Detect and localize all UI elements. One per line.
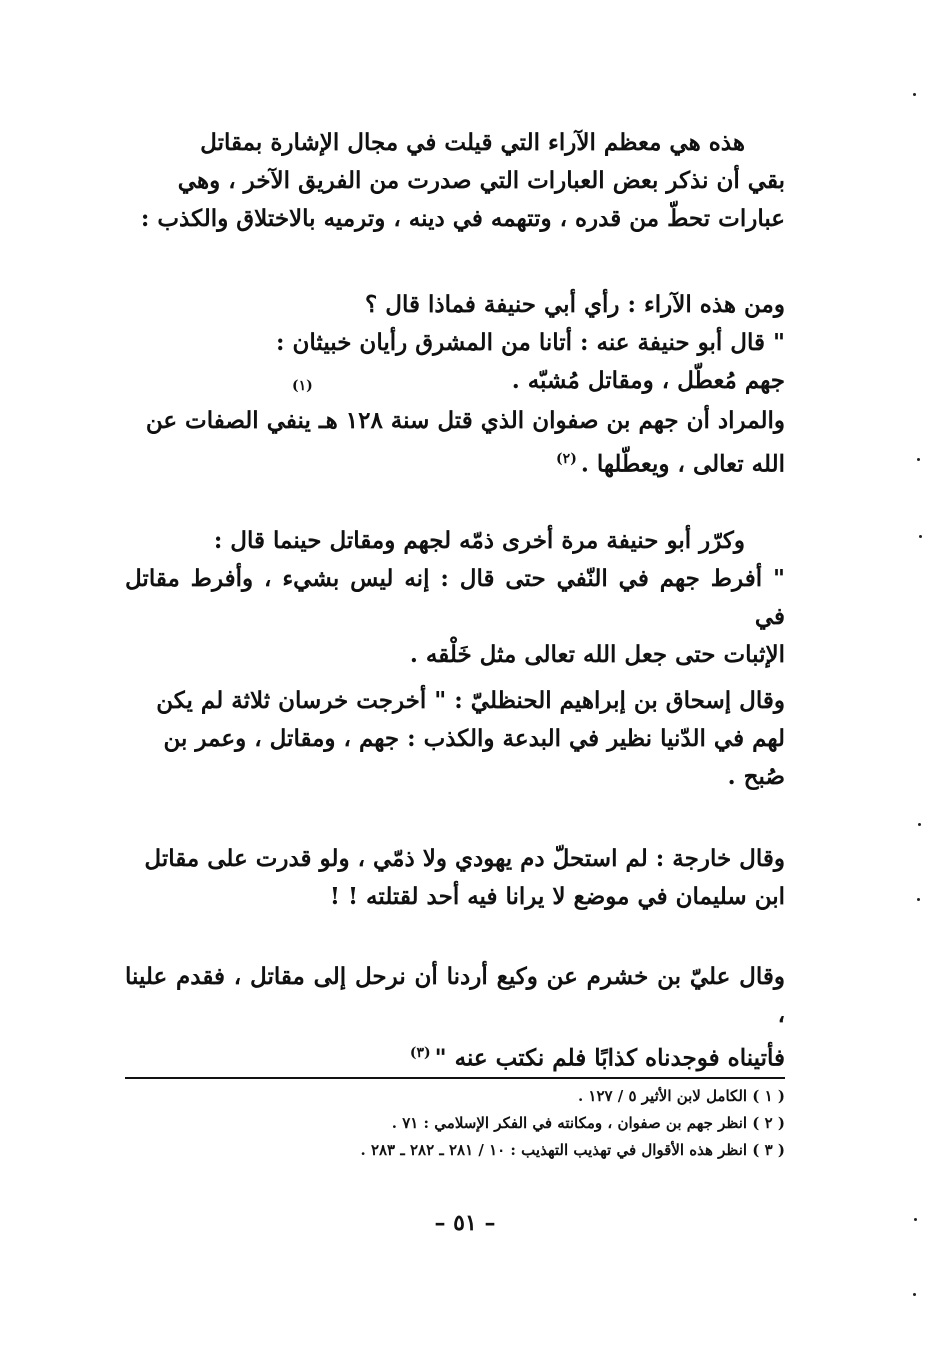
- footnote-2: ( ٢ ) انظر جهم بن صفوان ، ومكانته في الفكر الإسلامي : ٧١ .: [391, 1114, 785, 1132]
- paragraph-line: " قال أبو حنيفة عنه : أتانا من المشرق رأيان خبيثان :: [275, 329, 785, 356]
- scan-speck: [919, 535, 922, 538]
- paragraph-line: وقال إسحاق بن إبراهيم الحنظليّ : " أخرجت خرسان ثلاثة لم يكن: [156, 687, 785, 714]
- scan-speck: [913, 93, 916, 96]
- paragraph-line: والمراد أن جهم بن صفوان الذي قتل سنة ١٢٨ هـ ينفي الصفات عن: [145, 407, 785, 434]
- paragraph-line: ابن سليمان في موضع لا يرانا فيه أحد لقتلته ! !: [329, 883, 785, 910]
- footnote-divider: [125, 1077, 785, 1079]
- paragraph-line: الإثبات حتى جعل الله تعالى مثل خَلْقه .: [409, 641, 785, 668]
- footnote-reference: (٣): [409, 1045, 431, 1061]
- paragraph-line-text: فأتيناه فوجدناه كذابًا فلم نكتب عنه ": [434, 1044, 785, 1072]
- paragraph-line: جهم مُعطّل ، ومقاتل مُشبّه .: [511, 367, 785, 394]
- footnotes: [200, 1083, 785, 1164]
- paragraph-line: وكرّر أبو حنيفة مرة أخرى ذمّه لجهم ومقاتل حينما قال :: [213, 527, 745, 554]
- paragraph-1: [125, 124, 785, 238]
- paragraph-line: [125, 440, 785, 484]
- paragraph-line: وقال عليّ بن خشرم عن وكيع أردنا أن نرحل إلى مقاتل ، فقدم علينا ،: [125, 963, 785, 1028]
- paragraph-4: [125, 522, 785, 674]
- paragraph-line: صُبح .: [727, 763, 785, 790]
- paragraph-line-text: الله تعالى ، ويعطّلها .: [580, 450, 785, 478]
- footnote-reference: (١): [292, 378, 313, 394]
- footnote-reference: (٢): [556, 451, 577, 467]
- paragraph-5: [125, 682, 785, 796]
- paragraph-line: [125, 1034, 785, 1078]
- scan-speck: [917, 458, 920, 461]
- paragraph-line: لهم في الدّنيا نظير في البدعة والكذب : جهم ، ومقاتل ، وعمر بن: [163, 725, 785, 752]
- paragraph-6: [125, 840, 785, 916]
- paragraph-line: ومن هذه الآراء : رأي أبي حنيفة فماذا قال ؟: [365, 291, 785, 318]
- paragraph-line: " أفرط جهم في النّفي حتى قال : إنه ليس بشيء ، وأفرط مقاتل في: [125, 565, 785, 630]
- paragraph-line: عبارات تحطّ من قدره ، وتتهمه في دينه ، وترميه بالاختلاق والكذب :: [140, 205, 785, 232]
- paragraph-7: [125, 958, 785, 1078]
- scan-speck: [913, 1293, 916, 1296]
- page-number: – ٥١ –: [434, 1210, 496, 1236]
- scan-speck: [914, 1218, 917, 1221]
- paragraph-line: وقال خارجة : لم استحلّ دم يهودي ولا ذمّي ، ولو قدرت على مقاتل: [144, 845, 785, 872]
- paragraph-3: [125, 402, 785, 484]
- scan-speck: [917, 898, 920, 901]
- footnote-1: ( ١ ) الكامل لابن الأثير ٥ / ١٢٧ .: [577, 1087, 785, 1105]
- scan-speck: [918, 823, 921, 826]
- paragraph-2: [125, 286, 785, 400]
- footnote-3: ( ٣ ) انظر هذه الأقوال في تهذيب التهذيب : ١٠ / ٢٨١ ـ ٢٨٢ ـ ٢٨٣ .: [360, 1141, 785, 1159]
- paragraph-line: هذه هي معظم الآراء التي قيلت في مجال الإشارة بمقاتل: [200, 129, 745, 156]
- paragraph-line: بقي أن نذكر بعض العبارات التي صدرت من الفريق الآخر ، وهي: [177, 167, 785, 194]
